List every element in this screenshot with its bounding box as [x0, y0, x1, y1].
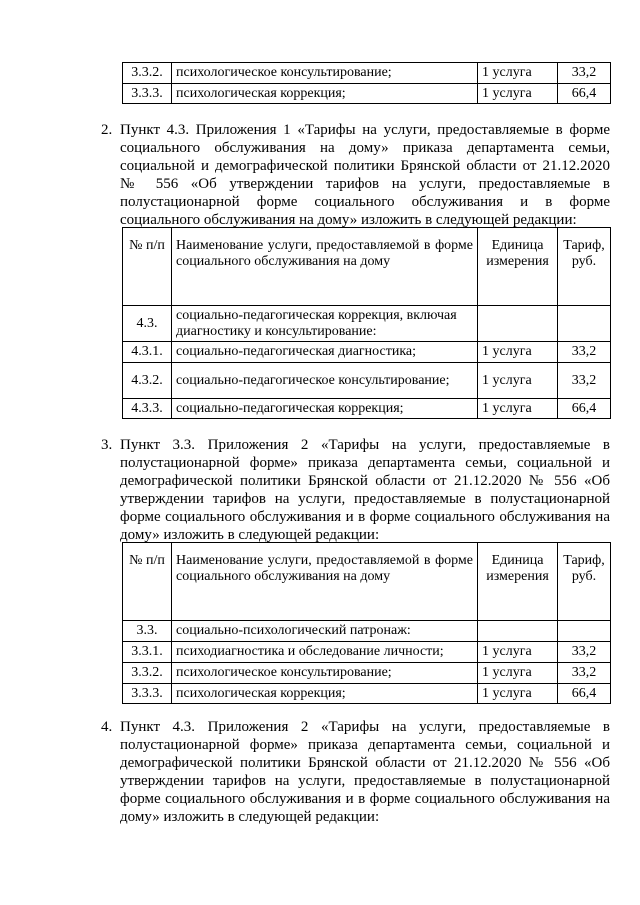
- header-name: Наименование услуги, предоставляемой в форме социального обслуживания на дому: [172, 543, 478, 621]
- text-line: дому» изложить в следующей редакции:: [120, 809, 380, 825]
- row-code: 3.3.1.: [123, 642, 172, 663]
- text-line: социальной и демографической политики Брянской области от 21.12.2020: [120, 158, 610, 174]
- row-code: 3.3.: [123, 621, 172, 642]
- table-row: [123, 399, 611, 419]
- row-unit: 1 услуга: [478, 684, 558, 704]
- row-code: 3.3.2.: [123, 63, 172, 84]
- row-unit: 1 услуга: [478, 399, 558, 419]
- row-code: 3.3.3.: [123, 684, 172, 704]
- header-tariff: Тариф, руб.: [558, 543, 611, 621]
- row-tariff: 66,4: [558, 84, 611, 104]
- text-line: утверждении тарифов на услуги, предоставляемые в полустационарной: [120, 773, 610, 789]
- row-tariff: 66,4: [558, 684, 611, 704]
- row-tariff: 33,2: [558, 342, 611, 363]
- row-name: социально-психологический патронаж:: [172, 621, 478, 642]
- table-header-row: [123, 228, 611, 306]
- row-unit: 1 услуга: [478, 663, 558, 684]
- row-code: 4.3.2.: [123, 363, 172, 399]
- paragraph-text: [120, 718, 610, 826]
- table-row: [123, 84, 611, 104]
- row-tariff: 33,2: [558, 63, 611, 84]
- paragraph-text: [120, 436, 610, 544]
- row-unit: 1 услуга: [478, 63, 558, 84]
- row-unit: 1 услуга: [478, 363, 558, 399]
- table-row: [123, 621, 611, 642]
- row-unit: [478, 306, 558, 342]
- text-line: Пункт 4.3. Приложения 1 «Тарифы на услуги, предоставляемые в форме: [120, 122, 610, 138]
- text-line: социального обслуживания на дому» изложить в следующей редакции:: [120, 212, 577, 228]
- table-row: [123, 642, 611, 663]
- header-name: Наименование услуги, предоставляемой в форме социального обслуживания на дому: [172, 228, 478, 306]
- text-line: полустационарной форме социального обслуживания и в форме: [120, 194, 610, 210]
- row-name: психологическое консультирование;: [172, 663, 478, 684]
- row-tariff: 33,2: [558, 663, 611, 684]
- header-tariff: Тариф, руб.: [558, 228, 611, 306]
- table-row: [123, 306, 611, 342]
- paragraph-number: 4.: [101, 719, 113, 735]
- row-name: социально-педагогическая диагностика;: [172, 342, 478, 363]
- text-line: полустационарной форме» приказа департамента семьи, социальной и: [120, 455, 610, 471]
- row-unit: 1 услуга: [478, 342, 558, 363]
- header-num: № п/п: [123, 228, 172, 306]
- text-line: дому» изложить в следующей редакции:: [120, 527, 380, 543]
- row-name: психодиагностика и обследование личности;: [172, 642, 478, 663]
- row-code: 4.3.3.: [123, 399, 172, 419]
- row-tariff: [558, 306, 611, 342]
- row-code: 3.3.3.: [123, 84, 172, 104]
- text-line: Пункт 3.3. Приложения 2 «Тарифы на услуги, предоставляемые в: [120, 437, 610, 453]
- row-name: психологическая коррекция;: [172, 684, 478, 704]
- text-line: демографической политики Брянской области от 21.12.2020 № 556 «Об: [120, 755, 610, 771]
- paragraph-3: [101, 436, 610, 544]
- table-row: [123, 342, 611, 363]
- text-line: Пункт 4.3. Приложения 2 «Тарифы на услуги, предоставляемые в: [120, 719, 610, 735]
- paragraph-2: [101, 121, 610, 229]
- row-tariff: [558, 621, 611, 642]
- row-unit: 1 услуга: [478, 642, 558, 663]
- row-name: психологическая коррекция;: [172, 84, 478, 104]
- row-tariff: 33,2: [558, 642, 611, 663]
- paragraph-text: [120, 121, 610, 229]
- header-num: № п/п: [123, 543, 172, 621]
- header-unit: Единица измерения: [478, 543, 558, 621]
- row-code: 3.3.2.: [123, 663, 172, 684]
- text-line: форме социального обслуживания и в форме социального обслуживания на: [120, 791, 610, 807]
- row-name: социально-педагогическое консультирование;: [172, 363, 478, 399]
- text-line: форме социального обслуживания и в форме социального обслуживания на: [120, 509, 610, 525]
- paragraph-number: 3.: [101, 437, 113, 453]
- tariff-table-3-3: [122, 542, 611, 704]
- text-line: № 556 «Об утверждении тарифов на услуги, предоставляемые в: [120, 176, 610, 192]
- row-name: психологическое консультирование;: [172, 63, 478, 84]
- table-row: [123, 63, 611, 84]
- text-line: демографической политики Брянской области от 21.12.2020 № 556 «Об: [120, 473, 610, 489]
- paragraph-4: [101, 718, 610, 826]
- table-row: [123, 663, 611, 684]
- table-header-row: [123, 543, 611, 621]
- header-unit: Единица измерения: [478, 228, 558, 306]
- row-unit: 1 услуга: [478, 84, 558, 104]
- row-code: 4.3.: [123, 306, 172, 342]
- row-name: социально-педагогическая коррекция, включая диагностику и консультирование:: [172, 306, 478, 342]
- row-code: 4.3.1.: [123, 342, 172, 363]
- row-tariff: 66,4: [558, 399, 611, 419]
- tariff-table-4-3: [122, 227, 611, 419]
- row-tariff: 33,2: [558, 363, 611, 399]
- tariff-table-continued: [122, 62, 611, 104]
- text-line: полустационарной форме» приказа департамента семьи, социальной и: [120, 737, 610, 753]
- table-row: [123, 363, 611, 399]
- row-unit: [478, 621, 558, 642]
- paragraph-number: 2.: [101, 122, 113, 138]
- text-line: утверждении тарифов на услуги, предоставляемые в полустационарной: [120, 491, 610, 507]
- text-line: социального обслуживания на дому» приказа департамента семьи,: [120, 140, 610, 156]
- row-name: социально-педагогическая коррекция;: [172, 399, 478, 419]
- table-row: [123, 684, 611, 704]
